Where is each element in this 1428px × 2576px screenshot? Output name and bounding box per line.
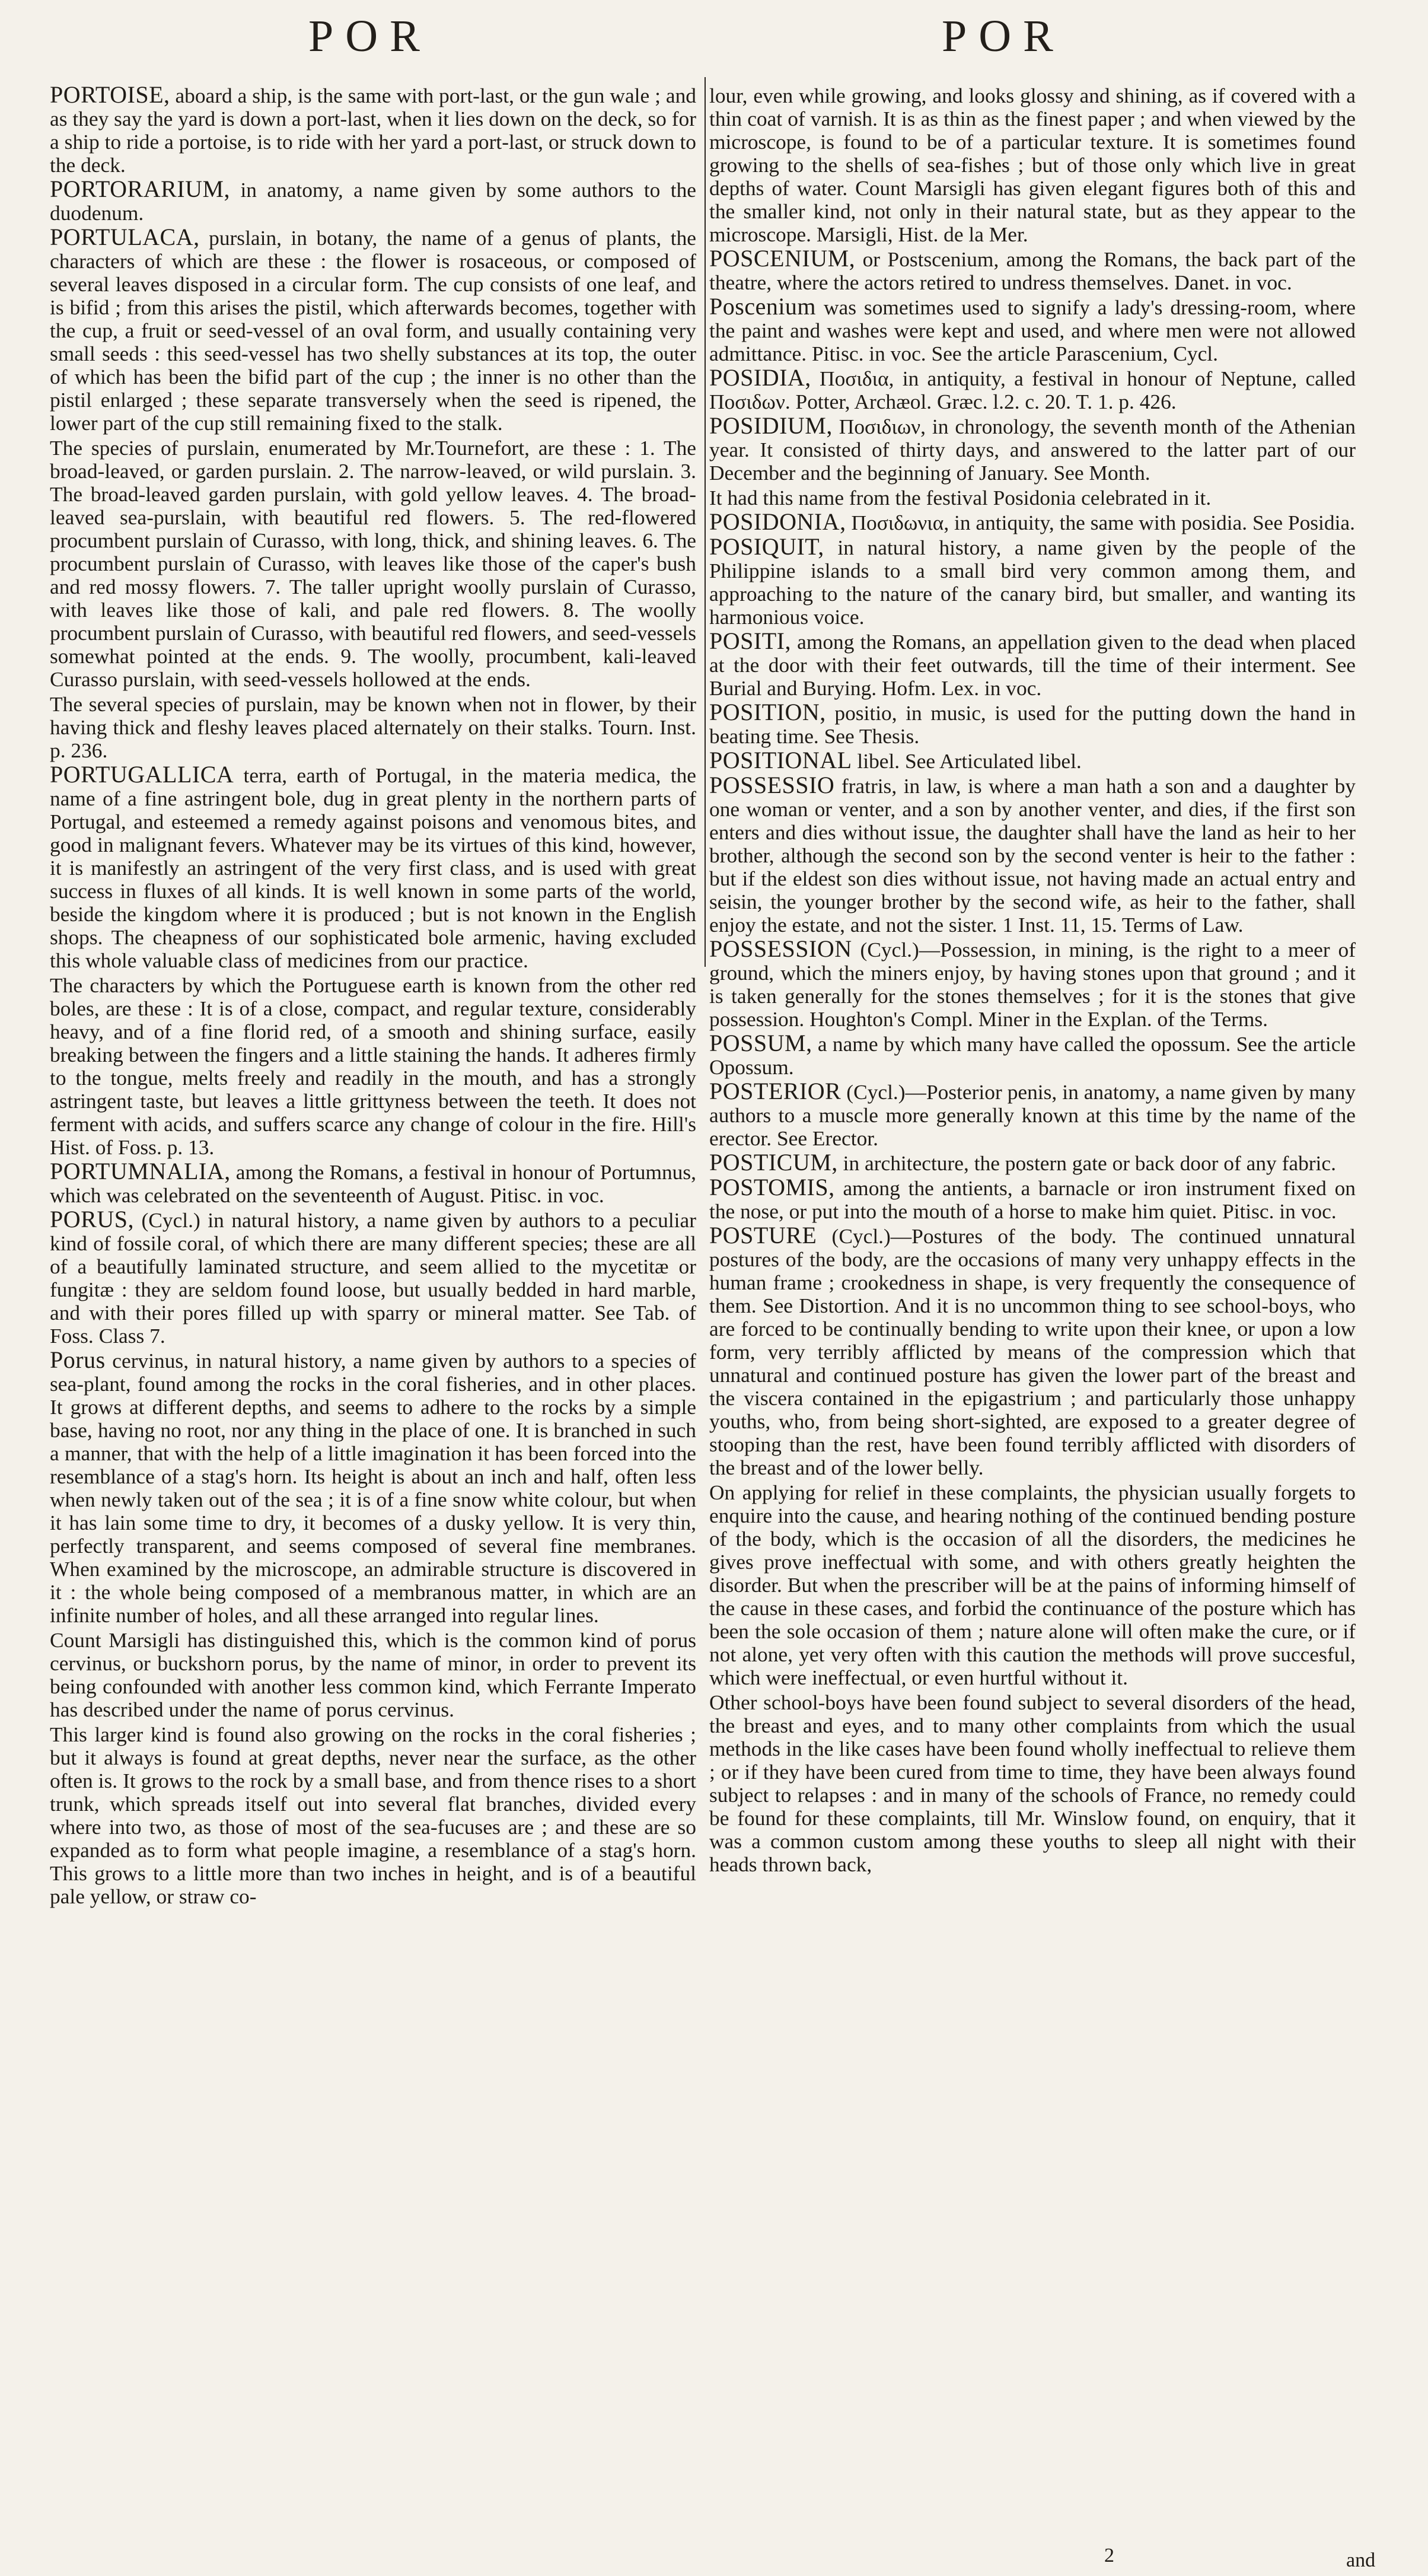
- entry-text: On applying for relief in these complaints, the physician usually forgets to enquire into the cause, and hearing nothing of the continued bending posture of the body, which is the occasion of all the disorders, the medicines he gives prove ineffectual with some, and with others greatly heighten the disorder. But when the prescriber will be at the pains of informing himself of the cause in these cases, and forbid the continuance of the posture which has been the sole occasion of them ; nature alone will often make the cure, or if not alone, yet very often with this caution the methods will prove succesful, which were ineffectual, or even hurtful without it.: [709, 1480, 1356, 1689]
- entry-text: The characters by which the Portuguese earth is known from the other red boles, are these : It is of a close, compact, and regular texture, considerably heavy, and of a fine florid red, of a smooth and shining surface, easily breaking between the fingers and a little staining the hands. It adheres firmly to the tongue, melts freely and readily in the mouth, and has a strongly astringent taste, but leaves a little grittyness between the teeth. It does not ferment with acids, and suffers scarce any change of colour in the fire. Hill's Hist. of Foss. p. 13.: [50, 973, 696, 1159]
- entry-text: (Cycl.)—Postures of the body. The continued unnatural postures of the body, are the occasions of many very unhappy effects in the human frame ; crookedness in shape, is very frequently the consequence of them. See Distortion. And it is no uncommon thing to see school-boys, who are forced to be continually bending to write upon their knee, or upon a low form, very terribly afflicted by means of the compression which that unnatural and continued posture has given the lower part of the breast and the viscera contained in the epigastrium ; and particularly those unhappy youths, who, from being short-sighted, are exposed to a greater degree of stooping than the rest, have been found terribly afflicted with disorders of the breast and of the lower belly.: [709, 1224, 1356, 1479]
- dictionary-entry: [50, 763, 696, 972]
- dictionary-entry: [50, 177, 696, 225]
- entry-headword: POSIDIA,: [709, 364, 811, 391]
- entry-headword: POSSESSION: [709, 935, 852, 962]
- entry-headword: POSSESSIO: [709, 772, 835, 798]
- entry-headword: PORTUGALLICA: [50, 761, 234, 788]
- entry-headword: Poscenium: [709, 293, 817, 320]
- entry-headword: PORTORARIUM,: [50, 176, 231, 202]
- entry-text: or Postscenium, among the Romans, the back part of the theatre, where the actors retired to undress themselves. Danet. in voc.: [709, 247, 1356, 294]
- dictionary-entry: [709, 1224, 1356, 1479]
- dictionary-entry: [709, 1480, 1356, 1689]
- entry-headword: POSTOMIS,: [709, 1174, 835, 1201]
- entry-text: (Cycl.)—Posterior penis, in anatomy, a name given by many authors to a muscle more generally known at this time by the name of the erector. See Erector.: [709, 1080, 1356, 1150]
- dictionary-entry: [50, 83, 696, 177]
- entry-text: in architecture, the postern gate or back door of any fabric.: [843, 1151, 1336, 1175]
- entry-text: Ποσιδωνια, in antiquity, the same with posidia. See Posidia.: [851, 511, 1355, 534]
- dictionary-entry: [709, 937, 1356, 1031]
- entry-text: The several species of purslain, may be known when not in flower, by their having thick and fleshy leaves placed alternately on their stalks. Tourn. Inst. p. 236.: [50, 692, 696, 762]
- column-rule: [705, 77, 706, 967]
- entry-text: libel. See Articulated libel.: [857, 749, 1082, 773]
- entry-text: It had this name from the festival Posidonia celebrated in it.: [709, 486, 1212, 510]
- entry-text: Ποσιδια, in antiquity, a festival in honour of Neptune, called Ποσιδων. Potter, Archæol. Græc. l.2. c. 20. T. 1. p. 426.: [709, 367, 1356, 413]
- page-footer: [0, 2545, 1428, 2574]
- entry-headword: POSIDONIA,: [709, 508, 846, 535]
- dictionary-entry: [50, 692, 696, 762]
- entry-text: Count Marsigli has distinguished this, which is the common kind of porus cervinus, or buckshorn porus, by the name of minor, in order to prevent its being confounded with another less common kind, which Ferrante Imperato has described under the name of porus cervinus.: [50, 1628, 696, 1721]
- entry-text: in natural history, a name given by the people of the Philippine islands to a small bird very common among them, and approaching to the nature of the canary bird, but smaller, and wanting its harmonious voice.: [709, 536, 1356, 629]
- entry-text: Ποσιδιων, in chronology, the seventh month of the Athenian year. It consisted of thirty days, and answered to the latter part of our December and the beginning of January. See Month.: [709, 415, 1356, 485]
- dictionary-entry: [709, 247, 1356, 294]
- entry-text: purslain, in botany, the name of a genus of plants, the characters of which are these : the flower is rosaceous, or composed of several leaves disposed in a circular form. The cup consists of one leaf, and is bifid ; from this arises the pistil, which afterwards becomes, together with the cup, a fruit or seed-vessel of an oval form, and usually containing very small seeds : this seed-vessel has two shelly substances at its top, the outer of which has been the bifid part of the cup ; the inner is no other than the pistil enlarged ; these separate transversely when the seed is ripened, the lower part of the cup still remaining fixed to the stalk.: [50, 226, 696, 435]
- entry-headword: Porus: [50, 1346, 106, 1373]
- entry-text: aboard a ship, is the same with port-last, or the gun wale ; and as they say the yard is down a port-last, when it lies down on the deck, so for a ship to ride a portoise, is to ride with her yard a port-last, or struck down to the deck.: [50, 84, 696, 177]
- entry-headword: POSITIONAL: [709, 747, 852, 773]
- catchword: and: [1346, 2549, 1376, 2571]
- entry-headword: POSTURE: [709, 1222, 817, 1249]
- entry-text: fratris, in law, is where a man hath a son and a daughter by one woman or venter, and a son by another venter, and dies, if the first son enters and dies without issue, the daughter shall have the land as heir to her brother, although the second son by the second venter is heir to the father : but if the eldest son dies without issue, not having made an actual entry and seisin, the younger brother by the second wife, as heir to the father, shall enjoy the estate, and not the sister. 1 Inst. 11, 15. Terms of Law.: [709, 774, 1356, 937]
- dictionary-entry: [709, 366, 1356, 413]
- entry-headword: POSCENIUM,: [709, 245, 856, 272]
- dictionary-entry: [709, 749, 1356, 773]
- dictionary-entry: [709, 1080, 1356, 1150]
- right-column: [709, 83, 1356, 1877]
- dictionary-entry: [50, 1208, 696, 1348]
- dictionary-entry: [709, 295, 1356, 365]
- entry-text: (Cycl.) in natural history, a name given by authors to a peculiar kind of fossile coral, of which there are many different species; these are all of a beautifully laminated structure, and seem allied to the mycetitæ or fungitæ : they are seldom found loose, but usually bedded in hard marble, and with their pores filled up with sparry or mineral matter. See Tab. of Foss. Class 7.: [50, 1208, 696, 1348]
- dictionary-entry: [709, 535, 1356, 629]
- entry-text: a name by which many have called the opossum. See the article Opossum.: [709, 1032, 1356, 1079]
- dictionary-entry: [50, 973, 696, 1159]
- entry-text: The species of purslain, enumerated by Mr.Tournefort, are these : 1. The broad-leaved, or garden purslain. 2. The narrow-leaved, or wild purslain. 3. The broad-leaved garden purslain, with gold yellow leaves. 4. The broad-leaved sea-purslain, with beautiful red flowers. 5. The red-flowered procumbent purslain of Curasso, with long, thick, and shining leaves. 6. The procumbent purslain of Curasso, with leaves like those of the caper's bush and red mossy flowers. 7. The taller upright woolly purslain of Curasso, with leaves like those of kali, and pale red flowers. 8. The woolly procumbent purslain of Curasso, with beautiful red flowers, and seed-vessels somewhat pointed at the ends. 9. The woolly, procumbent, kali-leaved Curasso purslain, with seed-vessels hollowed at the ends.: [50, 436, 696, 691]
- entry-text: lour, even while growing, and looks glossy and shining, as if covered with a thin coat of varnish. It is as thin as the finest paper ; and when viewed by the microscope, is found to be of a particular texture. It is sometimes found growing to the shells of sea-fishes ; but of those only which live in great depths of water. Count Marsigli has given elegant figures both of this and the smaller kind, not only in their natural state, but as they appear to the microscope. Marsigli, Hist. de la Mer.: [709, 84, 1356, 246]
- page-number: 2: [1104, 2545, 1114, 2567]
- dictionary-entry: [50, 1722, 696, 1908]
- entry-headword: POSIQUIT,: [709, 533, 824, 560]
- dictionary-entry: [50, 1160, 696, 1207]
- entry-text: in anatomy, a name given by some authors to the duodenum.: [50, 178, 696, 225]
- running-header: [0, 0, 1428, 71]
- entry-text: among the antients, a barnacle or iron instrument fixed on the nose, or put into the mouth of a horse to make him quiet. Pitisc. in voc.: [709, 1176, 1356, 1223]
- entry-text: terra, earth of Portugal, in the materia medica, the name of a fine astringent bole, dug in great plenty in the northern parts of Portugal, and esteemed a remedy against poisons and venomous bites, and good in malignant fevers. Whatever may be its virtues of this kind, however, it is manifestly an astringent of the very first class, and is used with great success in fluxes of all kinds. It is well known in some parts of the world, beside the kingdom where it is produced ; but is not known in the English shops. The cheapness of our sophisticated bole armenic, having excluded this whole valuable class of medicines from our practice.: [50, 763, 696, 972]
- dictionary-entry: [50, 1628, 696, 1721]
- entry-headword: POSITION,: [709, 699, 826, 725]
- dictionary-entry: [709, 83, 1356, 246]
- entry-headword: PORTUMNALIA,: [50, 1158, 231, 1184]
- entry-text: cervinus, in natural history, a name given by authors to a species of sea-plant, found among the rocks in the coral fisheries, and in other places. It grows at different depths, and seems to adhere to the rocks by a simple base, having no root, nor any thing in the place of one. It is branched in such a manner, that with the help of a little imagination it has been forced into the resemblance of a stag's horn. Its height is about an inch and half, often less when newly taken out of the sea ; it is of a fine snow white colour, but when it has lain some time to dry, it becomes of a dusky yellow. It is very thin, perfectly transparent, and seems composed of several fine membranes. When examined by the microscope, an admirable structure is discovered in it : the whole being composed of a membranous matter, in which are an infinite number of holes, and all these arranged into regular lines.: [50, 1349, 696, 1627]
- header-right: POR: [942, 11, 1065, 61]
- dictionary-entry: [50, 1348, 696, 1627]
- dictionary-entry: [50, 225, 696, 435]
- dictionary-entry: [709, 485, 1356, 510]
- dictionary-entry: [709, 1176, 1356, 1223]
- header-left: POR: [308, 11, 432, 61]
- entry-headword: POSTERIOR: [709, 1078, 842, 1104]
- dictionary-entry: [709, 510, 1356, 534]
- left-column: [50, 83, 696, 1909]
- dictionary-entry: [709, 1690, 1356, 1876]
- entry-headword: PORTOISE,: [50, 81, 170, 108]
- dictionary-entry: [709, 1031, 1356, 1079]
- entry-headword: POSSUM,: [709, 1030, 812, 1056]
- dictionary-entry: [709, 700, 1356, 748]
- entry-text: was sometimes used to signify a lady's dressing-room, where the paint and washes were kept and used, and where men were not allowed admittance. Pitisc. in voc. See the article Parascenium, Cycl.: [709, 295, 1356, 365]
- entry-headword: POSIDIUM,: [709, 412, 833, 439]
- entry-text: among the Romans, an appellation given to the dead when placed at the door with their feet outwards, till the time of their interment. See Burial and Burying. Hofm. Lex. in voc.: [709, 630, 1356, 700]
- entry-text: among the Romans, a festival in honour of Portumnus, which was celebrated on the seventeenth of August. Pitisc. in voc.: [50, 1160, 696, 1207]
- entry-text: Other school-boys have been found subject to several disorders of the head, the breast and eyes, and to many other complaints from which the usual methods in the like cases have been found wholly ineffectual to relieve them ; or if they have been cured from time to time, they have been always found subject to relapses : and in many of the schools of France, no remedy could be found for these complaints, till Mr. Winslow found, on enquiry, that it was a common custom among these youths to sleep all night with their heads thrown back,: [709, 1690, 1356, 1876]
- entry-text: This larger kind is found also growing on the rocks in the coral fisheries ; but it always is found at great depths, never near the surface, as the other often is. It grows to the rock by a small base, and from thence rises to a short trunk, which spreads itself out into several flat branches, divided every where into two, as those of most of the sea-fucuses are ; and these are so expanded as to form what people imagine, a resemblance of a stag's horn. This grows to a little more than two inches in height, and is of a beautiful pale yellow, or straw co-: [50, 1722, 696, 1908]
- entry-headword: POSITI,: [709, 628, 791, 654]
- entry-text: (Cycl.)—Possession, in mining, is the right to a meer of ground, which the miners enjoy, by having stones upon that ground ; and it is taken generally for the stones themselves ; for it is the stones that give possession. Houghton's Compl. Miner in the Explan. of the Terms.: [709, 938, 1356, 1031]
- entry-headword: PORUS,: [50, 1206, 134, 1233]
- entry-headword: PORTULACA,: [50, 224, 200, 250]
- entry-headword: POSTICUM,: [709, 1149, 838, 1176]
- entry-text: positio, in music, is used for the putting down the hand in beating time. See Thesis.: [709, 701, 1356, 748]
- dictionary-entry: [709, 1151, 1356, 1175]
- dictionary-entry: [709, 414, 1356, 485]
- dictionary-entry: [709, 773, 1356, 937]
- dictionary-entry: [709, 629, 1356, 700]
- dictionary-entry: [50, 435, 696, 691]
